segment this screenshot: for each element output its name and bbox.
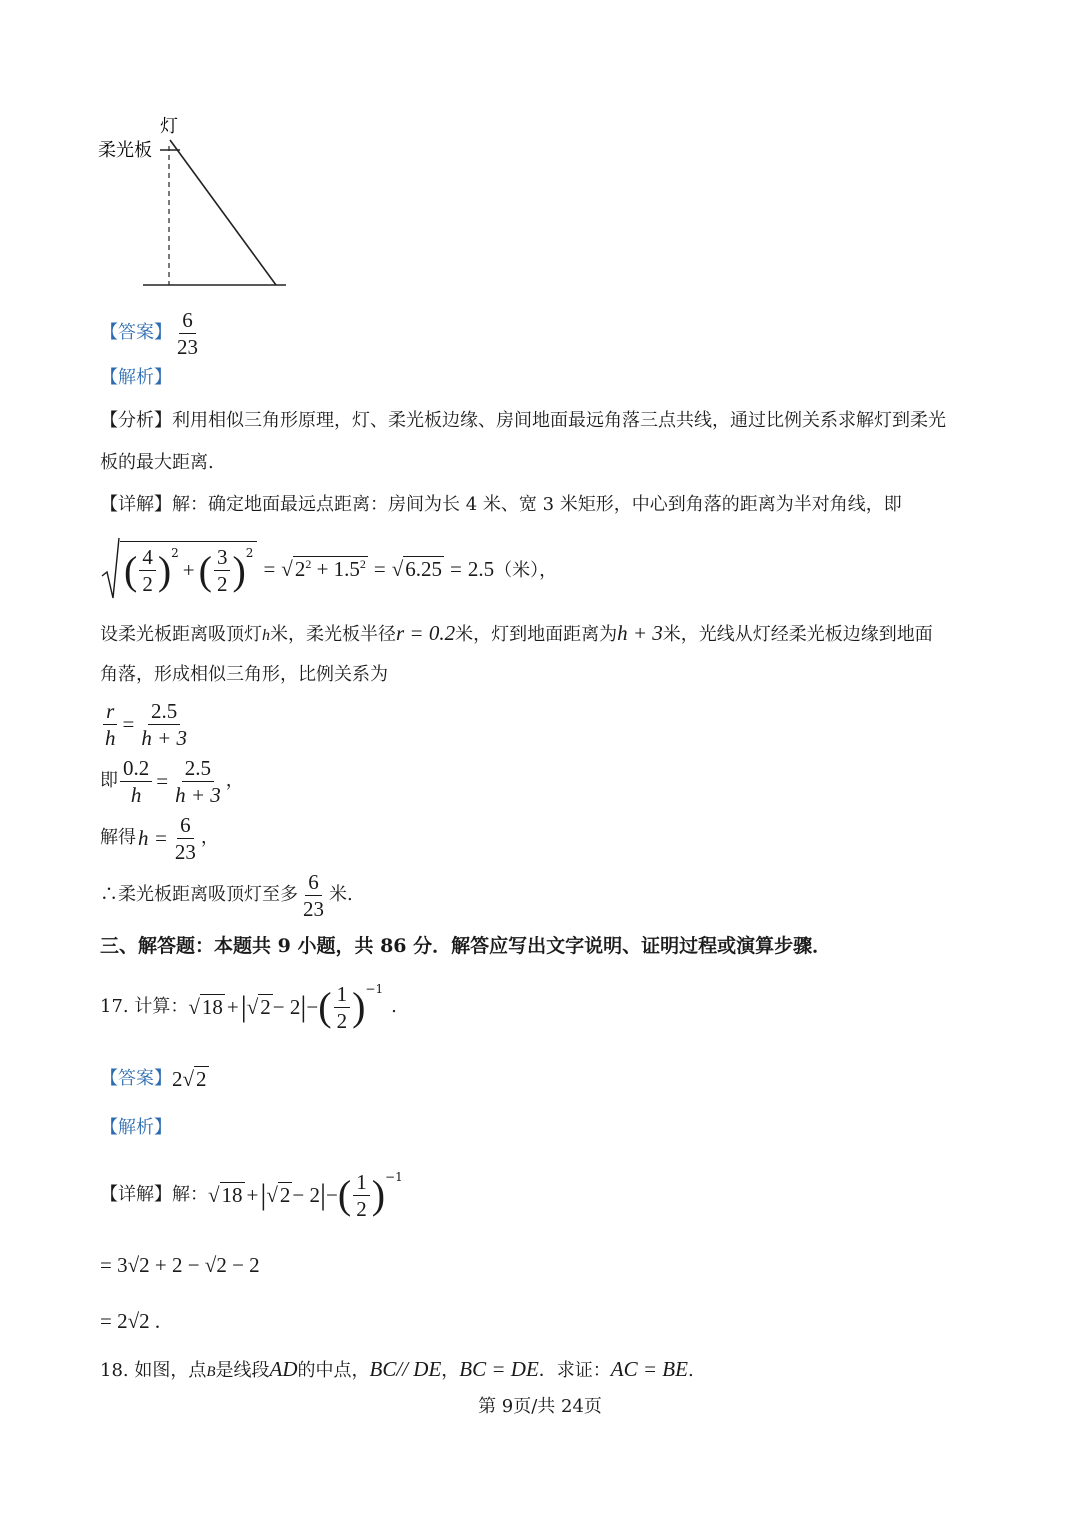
detail-para-2: 角落，形成相似三角形，比例关系为 [100,664,388,685]
ratio-2: 即 $\frac{0.2}{h}$ = $\frac{2.5}{h + 3}$ ， [100,755,244,807]
detail-2: 【详解】 解： √ 18 + | √ 2 − 2 | − ( $\frac{1}{2}$ ) $^{-1}$ [100,1169,403,1221]
detail-line-1: 【详解】解：确定地面最远点距离：房间为长 4 米、宽 3 米矩形，中心到角落的距离为半对角线，即 [100,494,902,515]
question-18: 18. 如图，点B是线段AD的中点，BC// DE，BC = DE．求证：AC = BE. [100,1357,694,1381]
analysis-line-2: 板的最大距离. [100,452,214,473]
detail-2-step-2: = 2√2 . [100,1309,161,1333]
label-soft-panel: 柔光板 [98,140,152,161]
analysis-tag: 【解析】 [100,367,172,388]
question-17: 17. 计算： √ 18 + | √ 2 − 2 | − ( $\frac{1}{2}$ ) $^{-1}$ . [100,981,397,1033]
label-light: 灯 [160,116,178,137]
detail-2-step-1: = 3√2 + 2 − √2 − 2 [100,1253,260,1277]
solve-line: 解得 h = $\frac{6}{23}$ ， [100,812,219,864]
conclusion-line: ∴柔光板距离吸顶灯至多 $\frac{6}{23}$ 米. [100,869,353,921]
answer-fraction: $\frac{6}{23}$ [177,307,198,359]
sqrt-sign-icon [100,536,120,602]
answer-1 [100,308,203,358]
light-ray [170,140,276,285]
light-diagram [90,108,310,298]
ratio-1: $\frac{r}{h}$ = $\frac{2.5}{h + 3}$ [105,698,188,750]
page-footer: 第 9页/共 24页 [478,1396,602,1417]
answer-2: 【答案】 2 √ 2 [100,1067,207,1091]
answer-tag: 【答案】 [100,322,172,343]
detail-para-1: 设柔光板距离吸顶灯h米，柔光板半径r = 0.2米，灯到地面距离为h + 3米，光线从灯经柔光板边缘到地面 [100,621,933,645]
analysis-line-1: 【分析】利用相似三角形原理，灯、柔光板边缘、房间地面最远角落三点共线，通过比例关系求解灯到柔光 [100,410,946,431]
distance-equation: ( $\frac{4}{2}$ ) $^2$ + ( $\frac{3}{2}$ ) $^2$ = √ $2^2 + 1.5^2$ = √ 6.25 = 2.5 （米）， [100,536,557,602]
analysis-2-tag: 【解析】 [100,1117,172,1138]
section-3-heading: 三、解答题：本题共 9 小题，共 86 分．解答应写出文字说明、证明过程或演算步骤． [100,935,832,957]
